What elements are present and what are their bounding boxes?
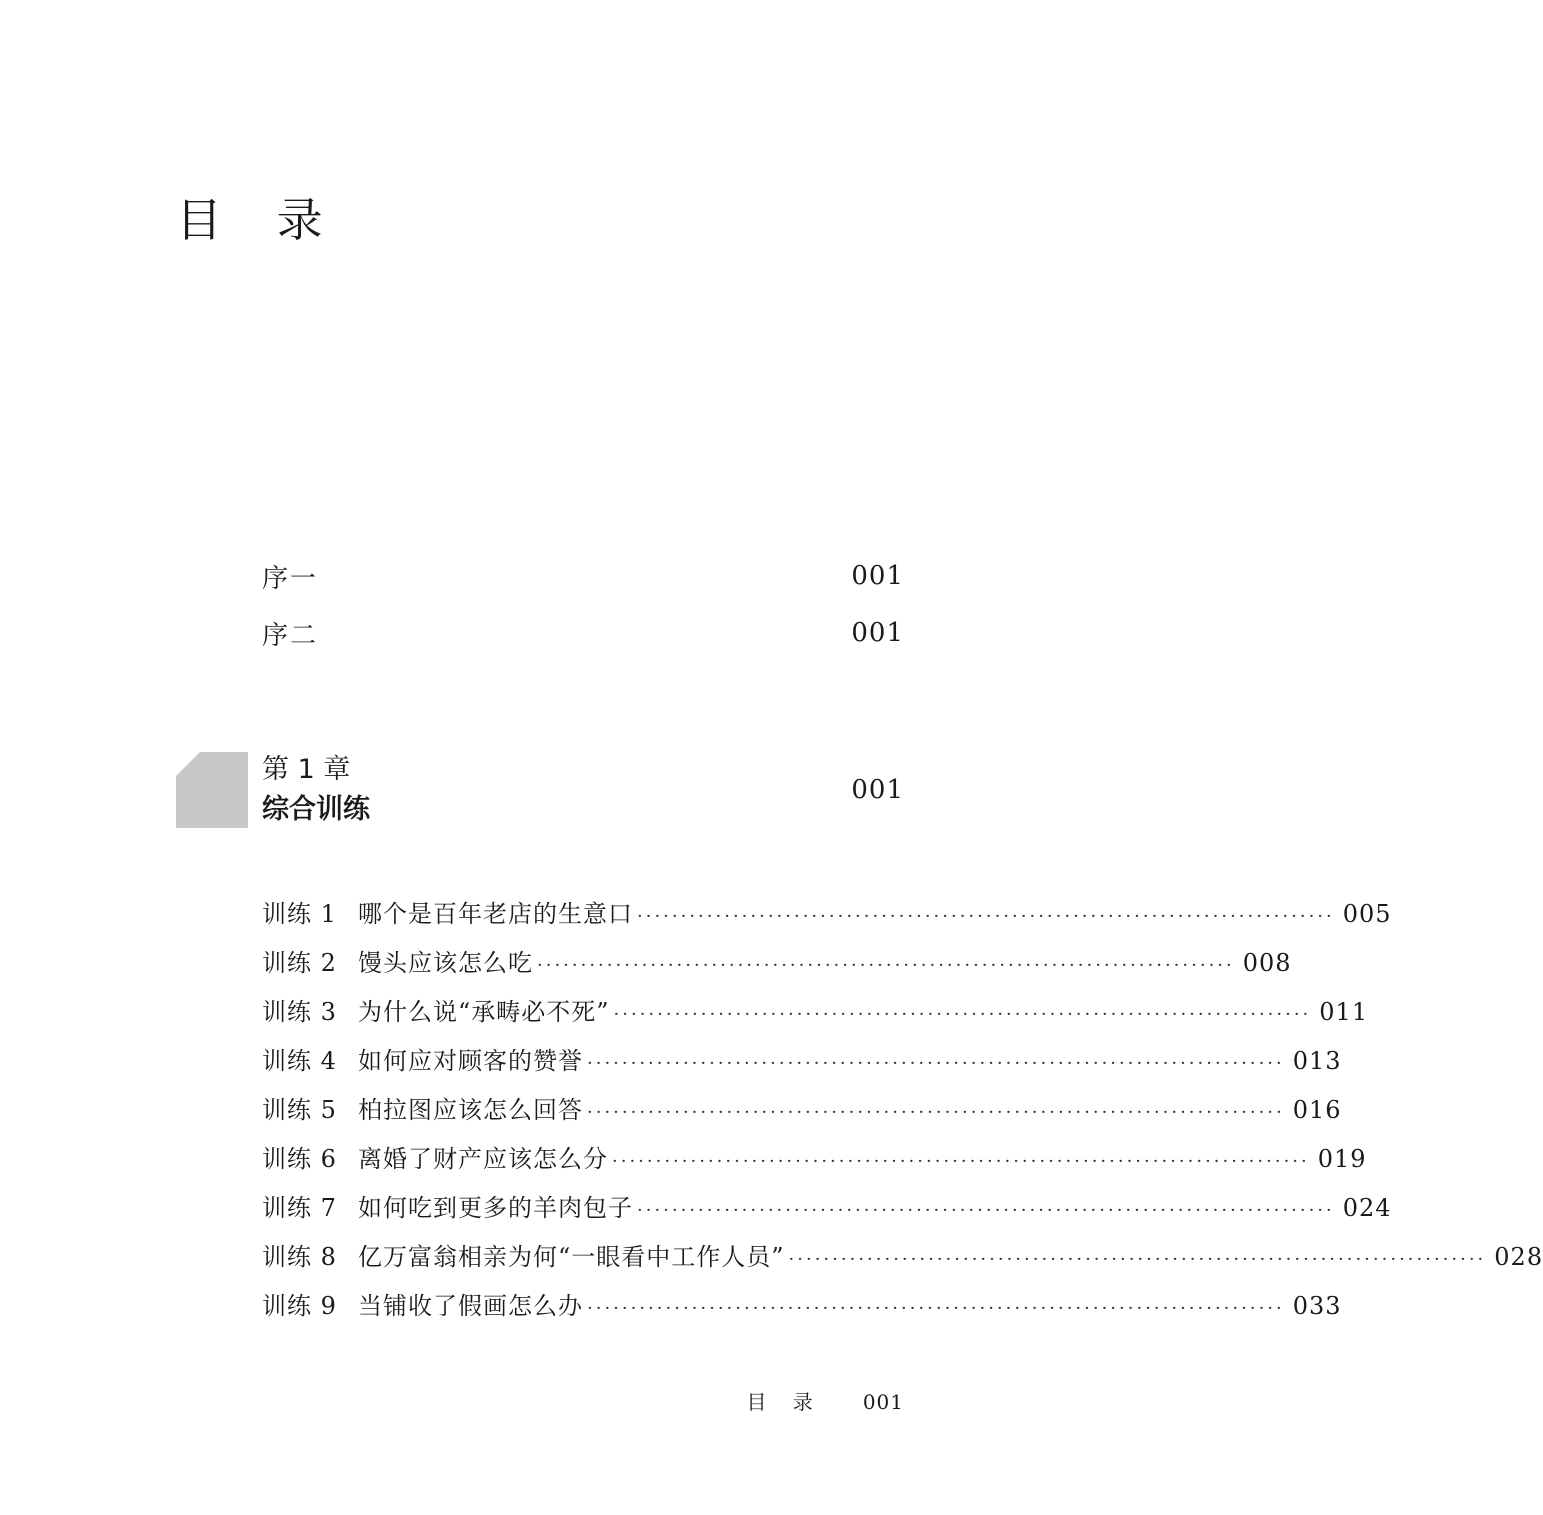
chapter-page-number: 001	[851, 775, 904, 805]
page-footer	[746, 1386, 904, 1415]
dot-leader: ················································································	[587, 1053, 1285, 1074]
entry-title: 哪个是百年老店的生意口	[358, 900, 633, 928]
entry-title: 为什么说“承畴必不死”	[358, 998, 610, 1026]
toc-entry[interactable]	[262, 1090, 1342, 1139]
entry-label: 训练 2	[262, 949, 337, 977]
entry-label: 训练 7	[262, 1194, 337, 1222]
toc-entry[interactable]	[262, 1041, 1342, 1090]
entry-title: 馒头应该怎么吃	[358, 949, 533, 977]
toc-entry[interactable]	[262, 943, 1292, 992]
page-title: 目 录	[176, 193, 343, 247]
toc-entry-list	[262, 894, 1543, 1335]
entry-page-number: 033	[1292, 1292, 1342, 1320]
preface-title: 序一	[262, 563, 319, 594]
dot-leader: ················································································	[612, 1151, 1310, 1172]
dot-leader: ················································································	[537, 955, 1235, 976]
chapter-number: 第 1 章	[262, 754, 351, 785]
entry-label: 训练 6	[262, 1145, 337, 1173]
entry-label: 训练 5	[262, 1096, 337, 1124]
entry-page-number: 024	[1342, 1194, 1392, 1222]
entry-label: 训练 4	[262, 1047, 337, 1075]
dot-leader: ················································································	[587, 1102, 1285, 1123]
chapter-title: 综合训练	[262, 794, 370, 825]
preface-page-number: 001	[851, 561, 904, 591]
entry-title: 如何应对顾客的赞誉	[358, 1047, 583, 1075]
entry-title: 当铺收了假画怎么办	[358, 1292, 583, 1320]
entry-page-number: 013	[1292, 1047, 1342, 1075]
entry-title: 离婚了财产应该怎么分	[358, 1145, 608, 1173]
dot-leader: ················································································	[587, 1298, 1285, 1319]
entry-page-number: 016	[1292, 1096, 1342, 1124]
entry-title: 亿万富翁相亲为何“一眼看中工作人员”	[358, 1243, 785, 1271]
toc-entry[interactable]	[262, 1139, 1367, 1188]
dot-leader: ················································································	[637, 906, 1335, 927]
toc-entry[interactable]	[262, 992, 1369, 1041]
preface-title: 序二	[262, 620, 319, 651]
entry-label: 训练 1	[262, 900, 337, 928]
running-footer-title: 目 录	[746, 1390, 823, 1414]
entry-page-number: 019	[1317, 1145, 1367, 1173]
chapter-marker-tab	[176, 752, 248, 828]
toc-entry[interactable]	[262, 1237, 1543, 1286]
entry-label: 训练 8	[262, 1243, 337, 1271]
toc-entry[interactable]	[262, 1286, 1342, 1335]
entry-label: 训练 9	[262, 1292, 337, 1320]
dot-leader: ················································································	[788, 1249, 1487, 1270]
entry-title: 如何吃到更多的羊肉包子	[358, 1194, 633, 1222]
preface-row[interactable]	[262, 556, 904, 596]
chapter-heading[interactable]	[176, 752, 904, 828]
entry-page-number: 005	[1342, 900, 1392, 928]
entry-page-number: 008	[1242, 949, 1292, 977]
entry-page-number: 028	[1494, 1243, 1543, 1271]
entry-label: 训练 3	[262, 998, 337, 1026]
entry-page-number: 011	[1319, 998, 1369, 1026]
preface-page-number: 001	[851, 618, 904, 648]
toc-entry[interactable]	[262, 1188, 1392, 1237]
page-number: 001	[862, 1390, 904, 1414]
preface-row[interactable]	[262, 613, 904, 653]
toc-entry[interactable]	[262, 894, 1392, 943]
entry-title: 柏拉图应该怎么回答	[358, 1096, 583, 1124]
dot-leader: ················································································	[637, 1200, 1335, 1221]
dot-leader: ················································································	[613, 1004, 1312, 1025]
